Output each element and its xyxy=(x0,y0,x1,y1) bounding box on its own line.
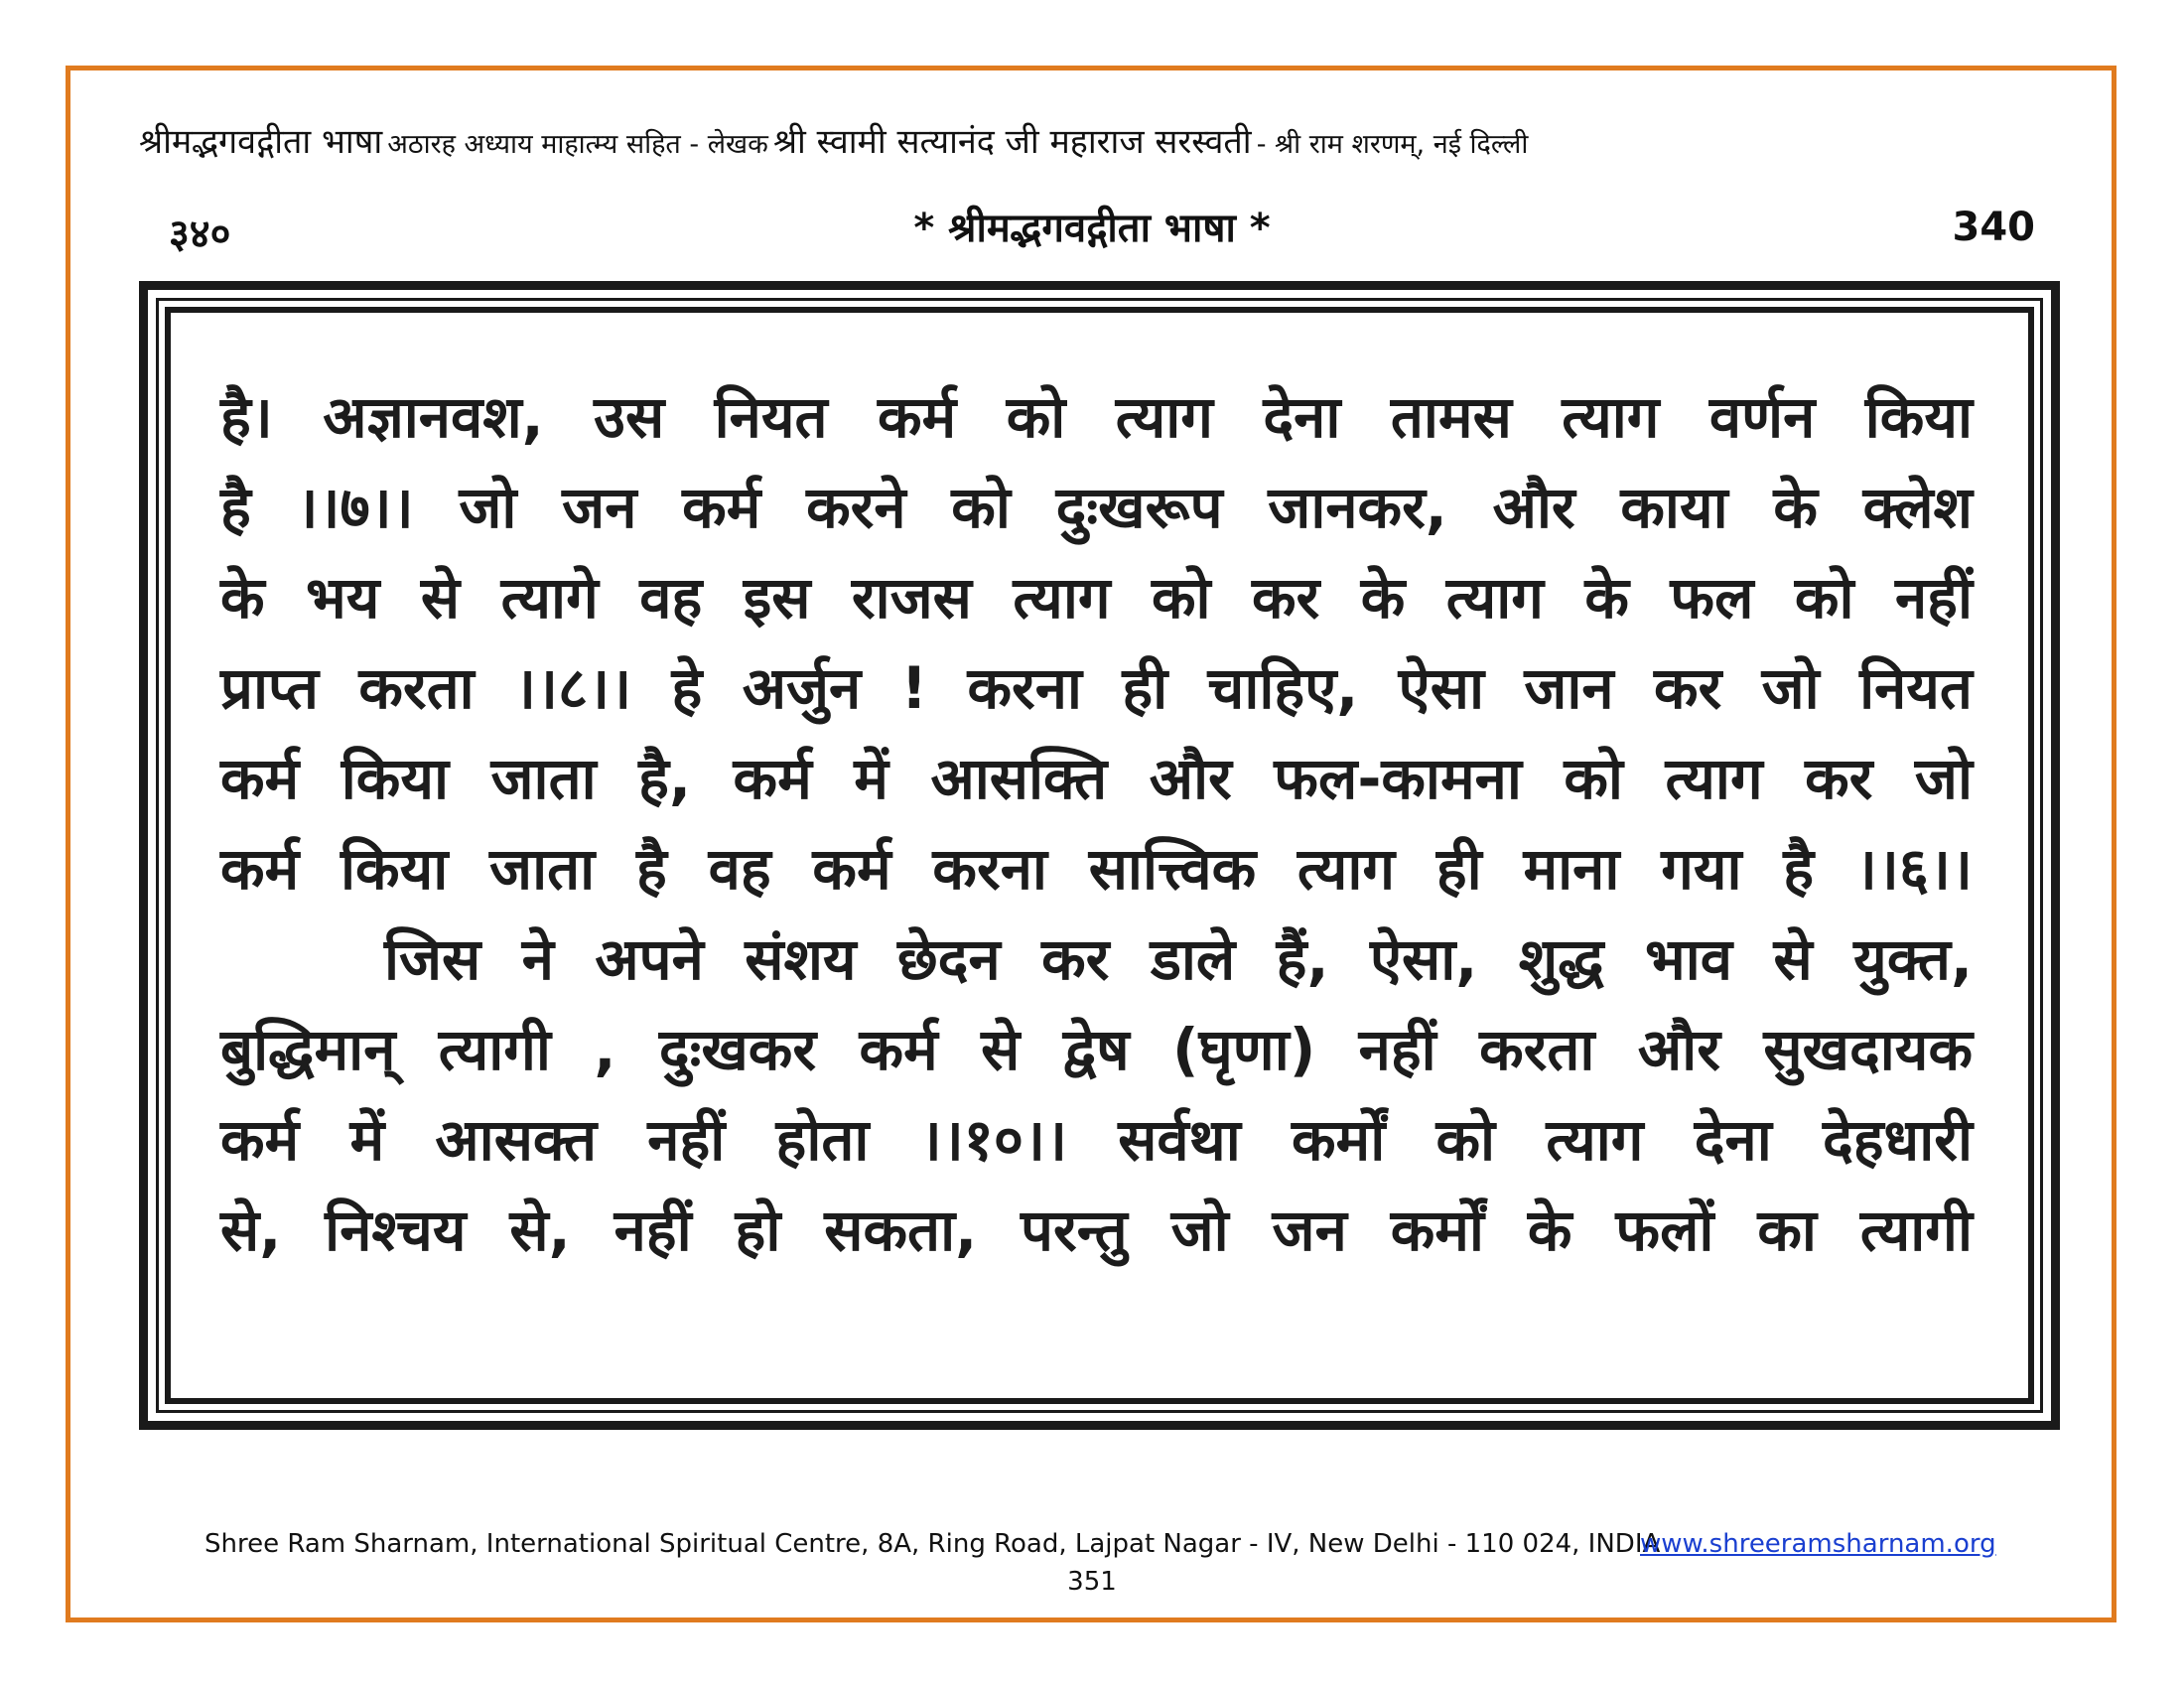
text-line: बुद्धिमान् त्यागी , दुःखकर कर्म से द्वेष (घृणा) नहीं करता और सुखदायक xyxy=(220,1016,1973,1083)
website-link[interactable]: www.shreeramsharnam.org xyxy=(1640,1529,1996,1559)
page-header xyxy=(139,117,2055,163)
page-number-devanagari: ३४० xyxy=(169,211,231,257)
text-line: कर्म किया जाता है वह कर्म करना सात्त्विक त्याग ही माना गया है ।।६।। xyxy=(220,835,1973,903)
text-line: कर्म किया जाता है, कर्म में आसक्ति और फल-कामना को त्याग कर जो xyxy=(220,745,1973,812)
text-line: से, निश्चय से, नहीं हो सकता, परन्तु जो जन कर्मों के फलों का त्यागी xyxy=(220,1196,1973,1264)
text-line: प्राप्त करता ।।८।। हे अर्जुन ! करना ही चाहिए, ऐसा जान कर जो नियत xyxy=(220,654,1973,722)
footer-page-number: 351 xyxy=(1067,1567,1117,1597)
text-line: है। अज्ञानवश, उस नियत कर्म को त्याग देना तामस त्याग वर्णन किया xyxy=(220,383,1973,451)
footer-address: Shree Ram Sharnam, International Spiritual Centre, 8A, Ring Road, Lajpat Nagar - IV, New Delhi - 110 024, INDIA xyxy=(205,1529,1661,1559)
scripture-text xyxy=(220,372,1973,1276)
header-publisher: - श्री राम शरणम्, नई दिल्ली xyxy=(1256,129,1529,160)
text-line: कर्म में आसक्त नहीं होता ।।१०।। सर्वथा कर्मों को त्याग देना देहधारी xyxy=(220,1106,1973,1174)
text-line: है ।।७।। जो जन कर्म करने को दुःखरूप जानकर, और काया के क्लेश xyxy=(220,474,1973,541)
header-author: श्री स्वामी सत्यानंद जी महाराज सरस्वती xyxy=(772,122,1252,162)
running-title: * श्रीमद्भगवद्गीता भाषा * xyxy=(913,206,1271,251)
text-line: के भय से त्यागे वह इस राजस त्याग को कर के त्याग के फल को नहीं xyxy=(220,564,1973,632)
header-subtitle: अठारह अध्याय माहात्म्य सहित - लेखक xyxy=(387,129,768,160)
page-number-arabic: 340 xyxy=(1952,205,2035,250)
text-line: जिस ने अपने संशय छेदन कर डाले हैं, ऐसा, शुद्ध भाव से युक्त, xyxy=(384,925,1973,993)
header-book-title: श्रीमद्भगवद्गीता भाषा xyxy=(139,122,383,162)
